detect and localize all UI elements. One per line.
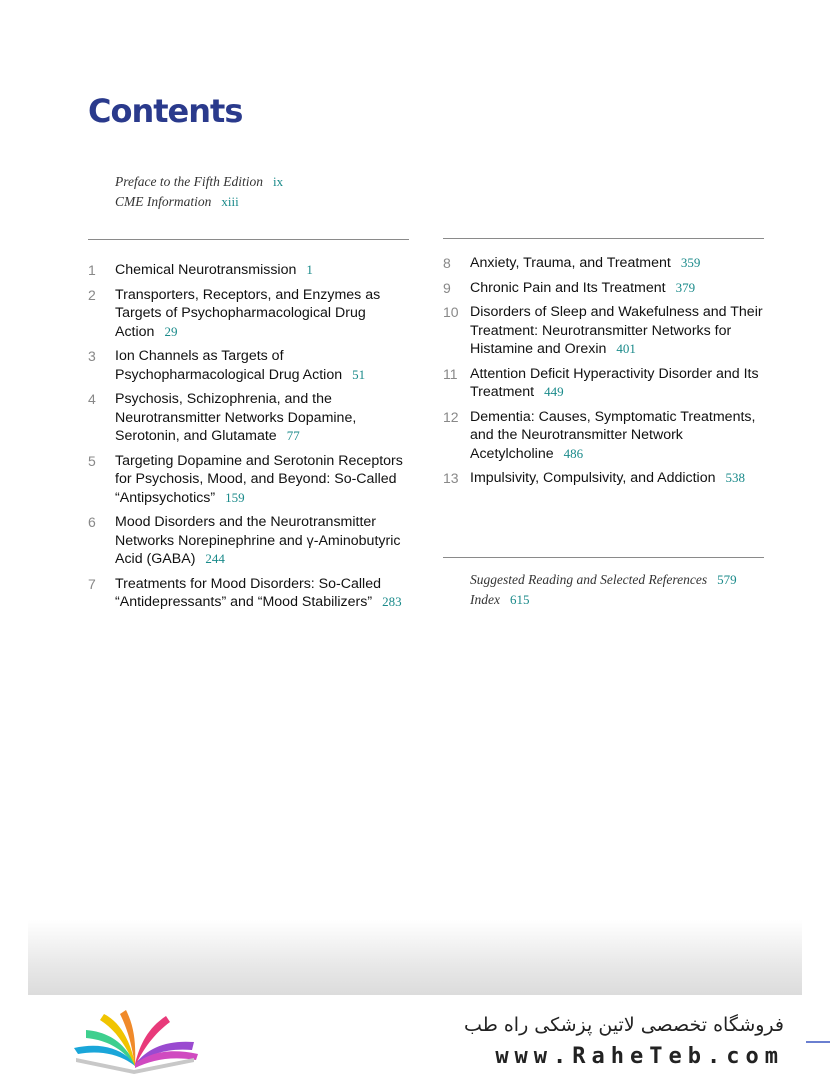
page-number: 401 [616,341,636,356]
chapter-number: 4 [88,391,96,407]
chapter-title: Chemical Neurotransmission [115,262,297,278]
divider [443,557,764,558]
footer-shadow-band [28,920,802,995]
chapter-item[interactable] [88,452,418,508]
chapter-item[interactable] [443,469,773,488]
chapter-title: Ion Channels as Targets of Psychopharmacological Drug Action [115,348,343,383]
page-number: 486 [563,445,584,461]
chapter-number: 3 [88,348,96,364]
chapter-number: 9 [443,279,451,296]
divider [88,239,409,240]
chapter-item[interactable] [88,390,418,446]
page-number: 77 [286,428,300,443]
chapter-title: Treatments for Mood Disorders: So-Called “Antidepressants” and “Mood Stabilizers” [115,575,381,610]
front-matter-label: CME Information [115,194,212,209]
front-matter-item[interactable] [115,192,283,212]
front-matter [115,172,283,212]
chapter-item[interactable] [443,254,773,273]
chapter-item[interactable] [88,575,418,612]
chapter-item[interactable] [88,347,418,384]
page-number: 159 [225,489,245,505]
chapter-number: 2 [88,286,96,303]
chapter-title: Disorders of Sleep and Wakefulness and Their Treatment: Neurotransmitter Networks for Histamine and Orexin [470,304,763,357]
footer-accent-line [806,1041,830,1043]
back-matter-item[interactable] [470,590,737,610]
chapter-title: Impulsivity, Compulsivity, and Addiction [470,470,716,486]
chapter-list-left [88,261,418,618]
page-number: 283 [382,594,402,609]
front-matter-label: Preface to the Fifth Edition [115,174,263,189]
footer-url[interactable]: www.RaheTeb.com [495,1044,784,1069]
chapter-item[interactable] [88,286,418,342]
chapter-number: 6 [88,514,96,530]
page-number: 579 [717,572,737,587]
chapter-title: Mood Disorders and the Neurotransmitter Networks Norepinephrine and γ-Aminobutyric Acid (GABA) [115,514,401,567]
back-matter-label: Index [470,592,500,607]
chapter-list-right [443,254,773,494]
chapter-number: 13 [443,470,459,486]
chapter-title: Chronic Pain and Its Treatment [470,279,666,296]
chapter-item[interactable] [88,513,418,569]
chapter-item[interactable] [443,408,773,464]
page-number: 359 [680,255,701,270]
page-number: ix [272,174,284,189]
chapter-item[interactable] [443,365,773,402]
front-matter-item[interactable] [115,172,283,192]
divider [443,238,764,239]
chapter-title: Dementia: Causes, Symptomatic Treatments, and the Neurotransmitter Network Acetylcholine [470,408,756,462]
chapter-number: 11 [443,365,458,382]
back-matter-item[interactable] [470,570,737,590]
page-number: 615 [509,592,530,607]
page-number: xiii [221,194,239,209]
page-number: 379 [675,279,696,295]
chapter-number: 5 [88,452,96,469]
chapter-number: 12 [443,408,459,425]
footer-shop-text: فروشگاه تخصصی لاتین پزشکی راه طب [464,1014,784,1036]
page-title: Contents [88,92,243,130]
chapter-number: 10 [443,304,459,320]
page-number: 29 [164,323,178,339]
page-number: 1 [306,262,313,277]
chapter-title: Attention Deficit Hyperactivity Disorder and Its Treatment [470,365,759,400]
chapter-number: 8 [443,255,451,271]
chapter-title: Psychosis, Schizophrenia, and the Neurotransmitter Networks Dopamine, Serotonin, and Glutamate [115,391,357,444]
page-number: 449 [544,384,564,399]
page-number: 244 [205,551,225,566]
chapter-number: 1 [88,262,96,278]
chapter-number: 7 [88,575,96,592]
chapter-item[interactable] [443,303,773,359]
chapter-title: Targeting Dopamine and Serotonin Receptors for Psychosis, Mood, and Beyond: So-Called “Antipsychotics” [115,452,403,506]
chapter-title: Transporters, Receptors, and Enzymes as Targets of Psychopharmacological Drug Action [115,286,381,340]
page-number: 51 [352,366,366,382]
back-matter-label: Suggested Reading and Selected References [470,572,708,587]
page-number: 538 [725,470,745,485]
book-logo-icon [70,1008,200,1076]
back-matter [470,570,737,610]
chapter-title: Anxiety, Trauma, and Treatment [470,255,671,271]
chapter-item[interactable] [88,261,418,280]
chapter-item[interactable] [443,279,773,298]
